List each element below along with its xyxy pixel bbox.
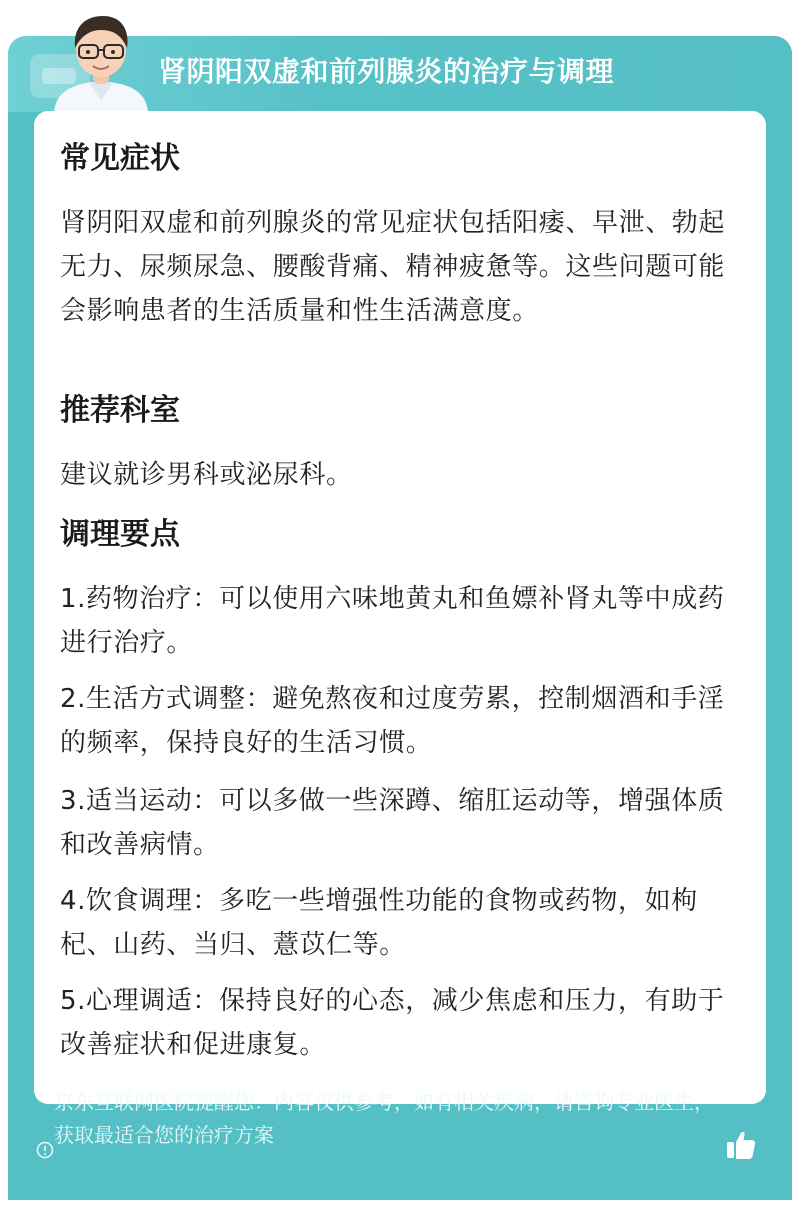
symptoms-text: 肾阴阳双虚和前列腺炎的常见症状包括阳痿、早泄、勃起无力、尿频尿急、腰酸背痛、精神疲惫等。这些问题可能会影响患者的生活质量和性生活满意度。 bbox=[60, 208, 726, 326]
section-title-department: 推荐科室 bbox=[60, 393, 180, 428]
care-item: 5.心理调适：保持良好的心态，减少焦虑和压力，有助于改善症状和促进康复。 bbox=[60, 986, 725, 1060]
care-item: 1.药物治疗：可以使用六味地黄丸和鱼嫖补肾丸等中成药进行治疗。 bbox=[60, 584, 725, 658]
page-title: 肾阴阳双虚和前列腺炎的治疗与调理 bbox=[158, 55, 615, 88]
doctor-avatar bbox=[46, 8, 156, 112]
care-item: 2.生活方式调整：避免熬夜和过度劳累，控制烟酒和手淫的频率，保持良好的生活习惯。 bbox=[60, 684, 725, 758]
thumbs-up-icon[interactable] bbox=[724, 1128, 758, 1162]
article-card bbox=[34, 111, 766, 1104]
section-title-symptoms: 常见症状 bbox=[60, 141, 180, 176]
disclaimer-text: 京东互联网医院提醒您：内容仅供参考，如有相关疾病，请咨询专业医生，获取最适合您的治疗方案 bbox=[54, 1090, 714, 1147]
care-item: 4.饮食调理：多吃一些增强性功能的食物或药物，如枸杞、山药、当归、薏苡仁等。 bbox=[60, 886, 698, 960]
info-icon bbox=[36, 1141, 54, 1159]
section-title-care: 调理要点 bbox=[60, 517, 180, 552]
department-text: 建议就诊男科或泌尿科。 bbox=[60, 460, 353, 490]
care-item: 3.适当运动：可以多做一些深蹲、缩肛运动等，增强体质和改善病情。 bbox=[60, 786, 725, 860]
